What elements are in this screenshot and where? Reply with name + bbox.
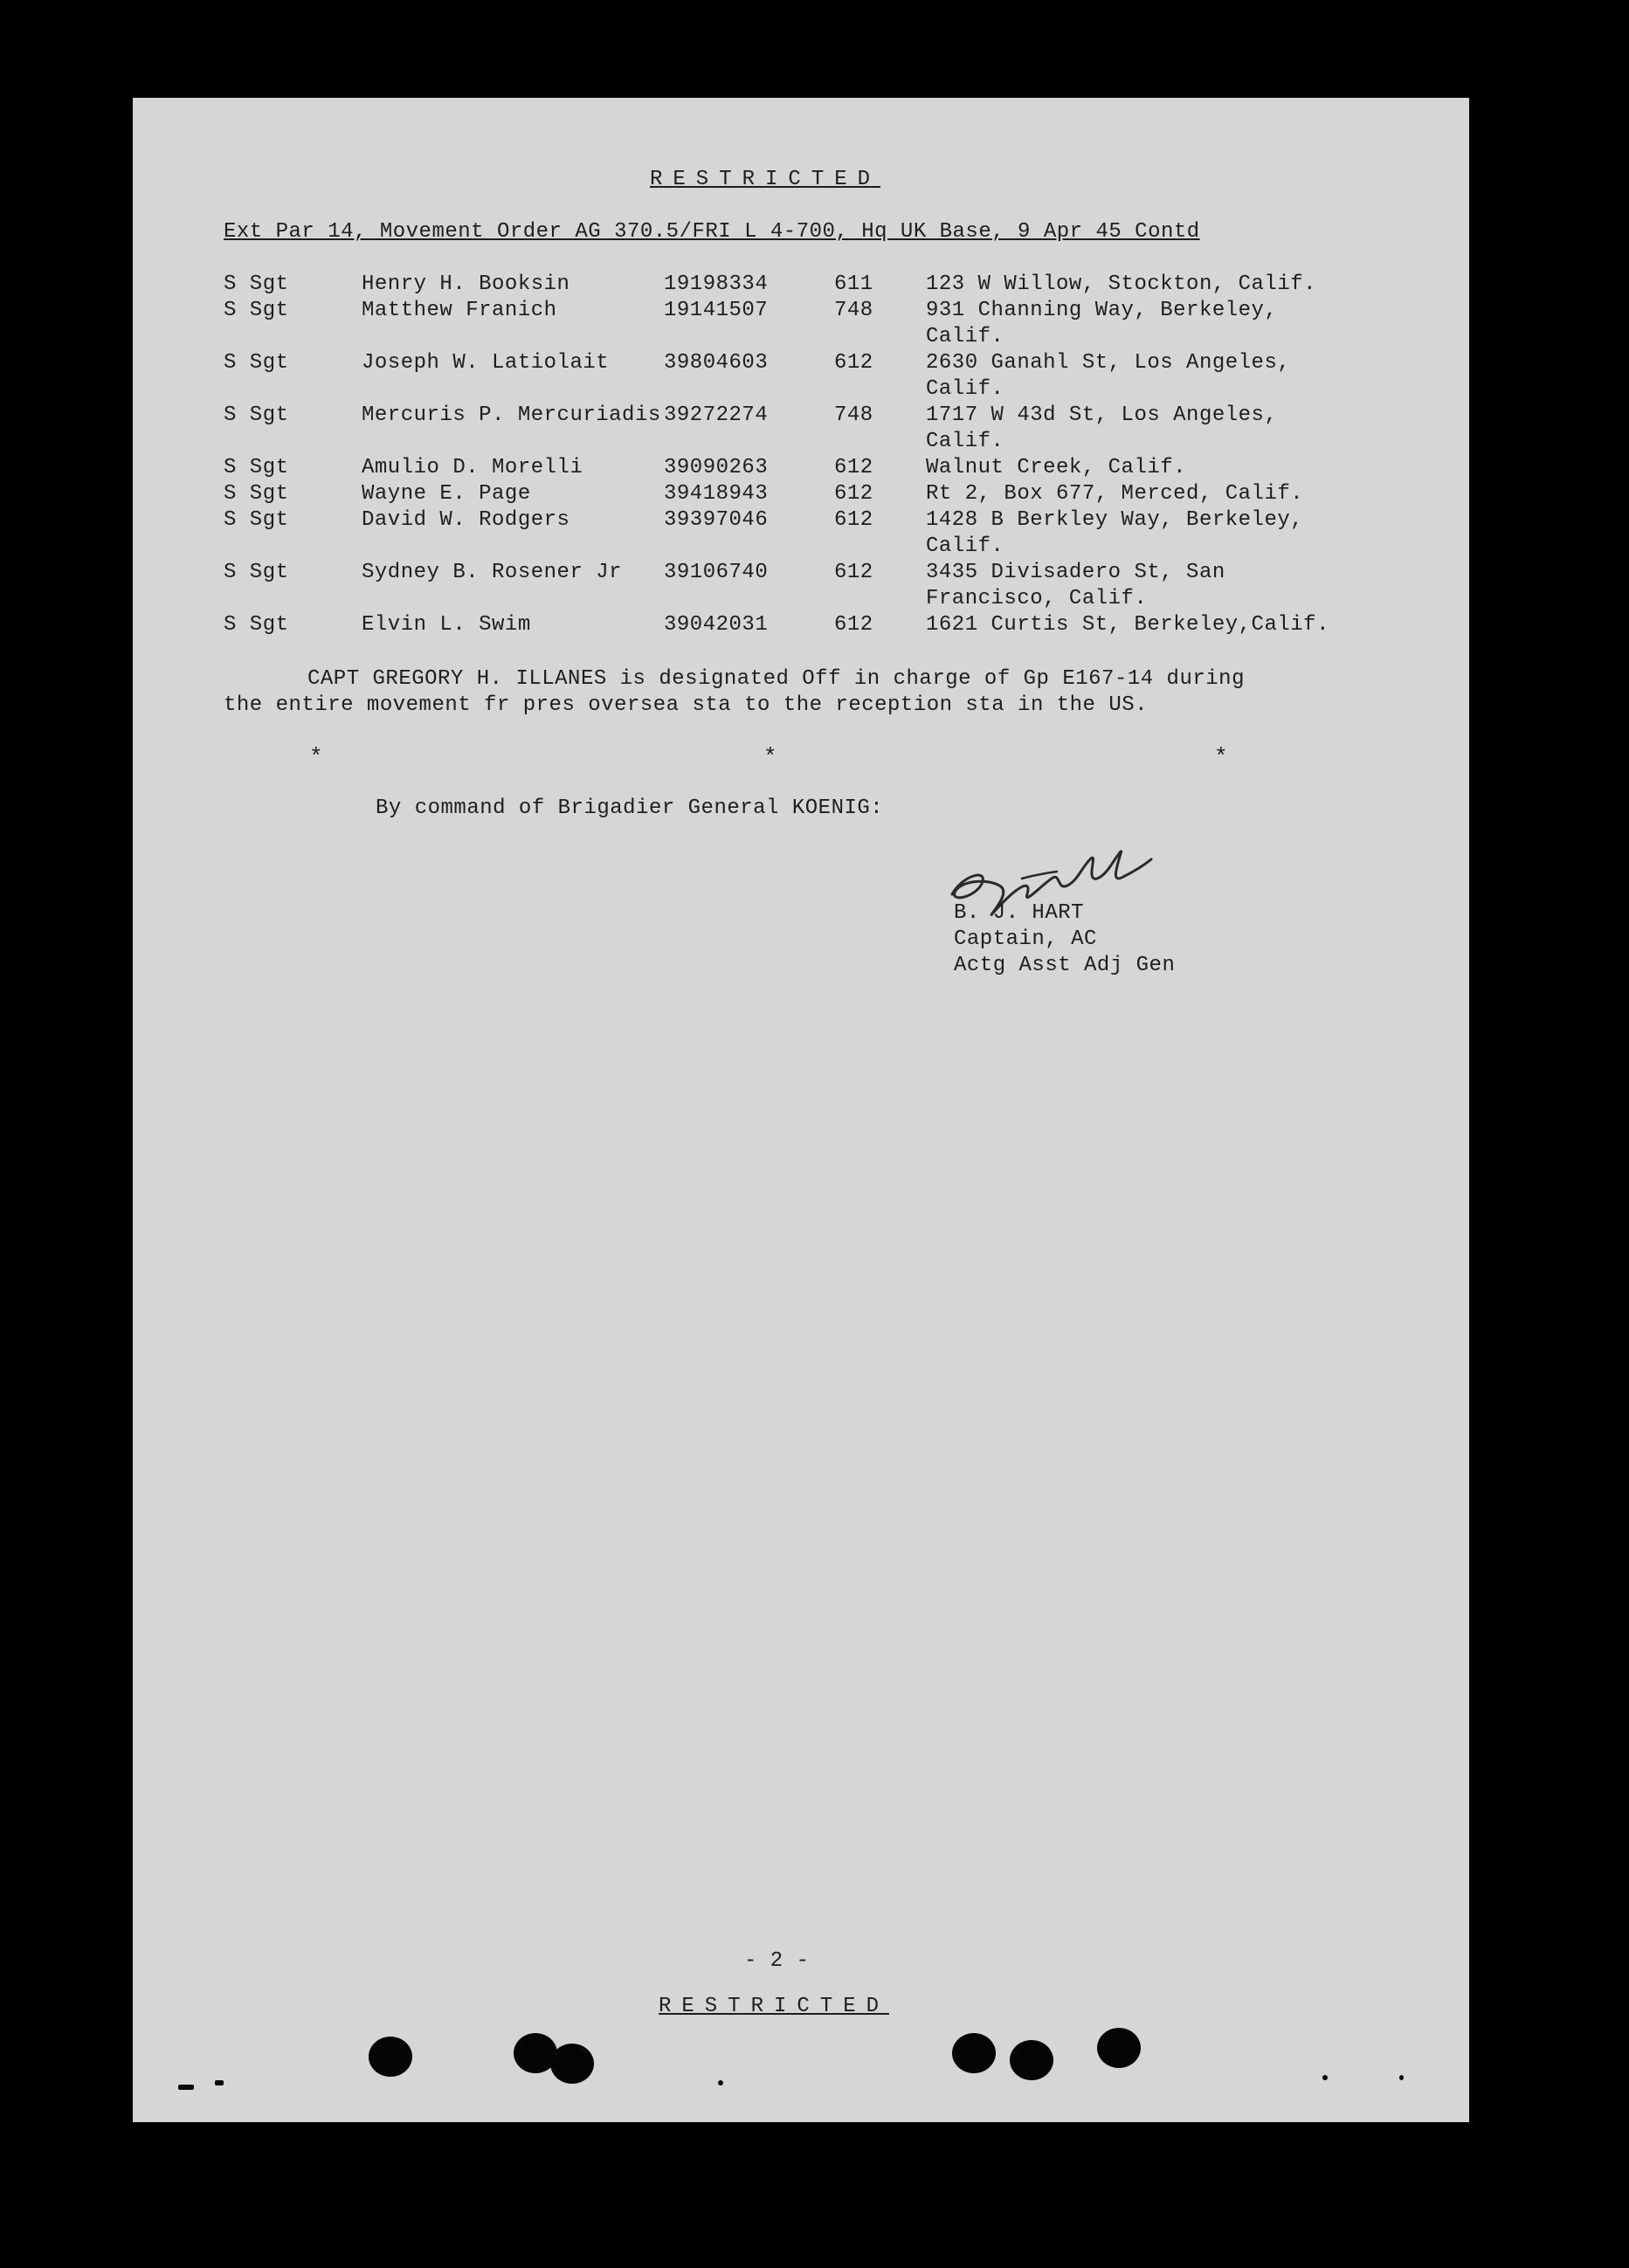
roster-row <box>133 482 1469 508</box>
ink-speck <box>215 2080 224 2085</box>
mos-code: 612 <box>834 351 873 375</box>
serial-number: 39804603 <box>664 351 769 375</box>
home-address: 1621 Curtis St, Berkeley,Calif. <box>926 613 1329 637</box>
serial-number: 19141507 <box>664 299 769 322</box>
designation-paragraph-line-1: CAPT GREGORY H. ILLANES is designated Off in charge of Gp E167-14 during <box>307 667 1245 691</box>
punch-hole <box>369 2037 412 2077</box>
soldier-name: Wayne E. Page <box>362 482 531 506</box>
rank: S Sgt <box>224 272 289 296</box>
mos-code: 748 <box>834 403 873 427</box>
ink-speck <box>718 2080 723 2085</box>
page-number: - 2 - <box>744 1949 810 1973</box>
soldier-name: Elvin L. Swim <box>362 613 531 637</box>
serial-number: 39397046 <box>664 508 769 532</box>
home-address-continued: Francisco, Calif. <box>926 587 1148 610</box>
soldier-name: Matthew Franich <box>362 299 557 322</box>
rank: S Sgt <box>224 351 289 375</box>
separator-star: * <box>763 744 778 770</box>
mos-code: 612 <box>834 561 873 584</box>
separator-star: * <box>1214 744 1229 770</box>
serial-number: 39090263 <box>664 456 769 479</box>
punch-hole <box>952 2033 996 2073</box>
rank: S Sgt <box>224 403 289 427</box>
roster-row <box>133 272 1469 299</box>
roster-row <box>133 508 1469 561</box>
separator-star: * <box>309 744 324 770</box>
home-address-continued: Calif. <box>926 430 1004 453</box>
order-reference: Ext Par 14, Movement Order AG 370.5/FRI L 4-700, Hq UK Base, 9 Apr 45 Contd <box>224 220 1200 244</box>
classification-header: RESTRICTED <box>650 168 881 191</box>
roster-row <box>133 456 1469 482</box>
signatory-position: Actg Asst Adj Gen <box>954 954 1176 977</box>
punch-hole <box>1097 2028 1141 2068</box>
home-address: 3435 Divisadero St, San <box>926 561 1225 584</box>
roster-row <box>133 299 1469 351</box>
rank: S Sgt <box>224 508 289 532</box>
soldier-name: Amulio D. Morelli <box>362 456 583 479</box>
home-address: 123 W Willow, Stockton, Calif. <box>926 272 1317 296</box>
classification-footer: RESTRICTED <box>659 1995 890 2018</box>
mos-code: 612 <box>834 508 873 532</box>
soldier-name: David W. Rodgers <box>362 508 570 532</box>
roster-row <box>133 403 1469 456</box>
home-address: 931 Channing Way, Berkeley, <box>926 299 1278 322</box>
soldier-name: Mercuris P. Mercuriadis <box>362 403 661 427</box>
serial-number: 39106740 <box>664 561 769 584</box>
ink-speck <box>178 2085 194 2090</box>
mos-code: 748 <box>834 299 873 322</box>
roster-row <box>133 613 1469 639</box>
signatory-name: B. J. HART <box>954 901 1085 925</box>
mos-code: 611 <box>834 272 873 296</box>
home-address: 2630 Ganahl St, Los Angeles, <box>926 351 1291 375</box>
home-address-continued: Calif. <box>926 377 1004 401</box>
serial-number: 19198334 <box>664 272 769 296</box>
punch-hole <box>1010 2040 1053 2080</box>
command-line: By command of Brigadier General KOENIG: <box>376 796 884 820</box>
document-page <box>133 98 1469 2122</box>
rank: S Sgt <box>224 299 289 322</box>
rank: S Sgt <box>224 482 289 506</box>
punch-hole <box>550 2044 594 2084</box>
ink-speck <box>1399 2075 1404 2080</box>
home-address: Walnut Creek, Calif. <box>926 456 1187 479</box>
home-address-continued: Calif. <box>926 534 1004 558</box>
signatory-title: Captain, AC <box>954 927 1097 951</box>
soldier-name: Henry H. Booksin <box>362 272 570 296</box>
mos-code: 612 <box>834 613 873 637</box>
home-address: Rt 2, Box 677, Merced, Calif. <box>926 482 1304 506</box>
serial-number: 39272274 <box>664 403 769 427</box>
rank: S Sgt <box>224 561 289 584</box>
serial-number: 39418943 <box>664 482 769 506</box>
roster-row <box>133 561 1469 613</box>
rank: S Sgt <box>224 613 289 637</box>
soldier-name: Sydney B. Rosener Jr <box>362 561 623 584</box>
soldier-name: Joseph W. Latiolait <box>362 351 610 375</box>
designation-paragraph-line-2: the entire movement fr pres oversea sta to the reception sta in the US. <box>224 693 1149 717</box>
home-address: 1717 W 43d St, Los Angeles, <box>926 403 1278 427</box>
serial-number: 39042031 <box>664 613 769 637</box>
ink-speck <box>1322 2075 1328 2080</box>
mos-code: 612 <box>834 456 873 479</box>
rank: S Sgt <box>224 456 289 479</box>
home-address: 1428 B Berkley Way, Berkeley, <box>926 508 1304 532</box>
home-address-continued: Calif. <box>926 325 1004 348</box>
mos-code: 612 <box>834 482 873 506</box>
roster-row <box>133 351 1469 403</box>
